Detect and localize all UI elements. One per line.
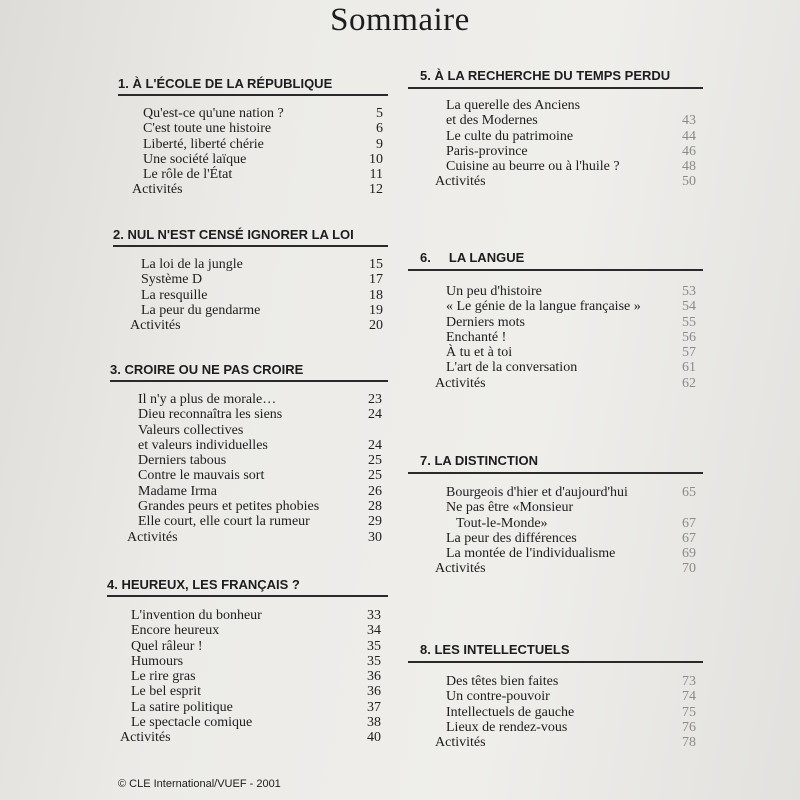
section-heading: 1. À L'ÉCOLE DE LA RÉPUBLIQUE	[118, 76, 333, 91]
toc-entry: Derniers mots 55	[446, 314, 696, 330]
toc-entry: L'invention du bonheur 33	[131, 608, 381, 623]
toc-entry: La peur des différences 67	[446, 530, 696, 546]
section-heading: 5. À LA RECHERCHE DU TEMPS PERDU	[420, 68, 671, 83]
toc-entry: et des Modernes 43	[446, 113, 696, 129]
toc-entry: La montée de l'individualisme 69	[446, 546, 696, 562]
section-heading: 6. LA LANGUE	[420, 250, 525, 265]
section-rule	[408, 661, 703, 663]
section-heading: 7. LA DISTINCTION	[420, 453, 538, 468]
toc-entry: Quel râleur ! 35	[131, 638, 381, 654]
toc-entry: Liberté, liberté chérie 9	[143, 136, 383, 152]
toc-entry: Valeurs collectives	[138, 422, 244, 438]
toc-entry: Le bel esprit 36	[131, 684, 381, 700]
activities-entry: Activités 50	[435, 174, 696, 190]
toc-entry: La loi de la jungle 15	[141, 257, 383, 272]
section-7	[408, 453, 703, 583]
section-heading: 3. CROIRE OU NE PAS CROIRE	[110, 362, 304, 377]
section-5	[408, 68, 703, 198]
toc-entry: Des têtes bien faites 73	[446, 674, 696, 689]
toc-entry: Madame Irma 26	[138, 483, 382, 499]
section-rule	[113, 245, 388, 247]
section-heading: 8. LES INTELLECTUELS	[420, 642, 570, 657]
toc-entry: Grandes peurs et petites phobies 28	[138, 499, 382, 515]
activities-entry: Activités 62	[435, 375, 696, 391]
page-title: Sommaire	[330, 2, 470, 38]
toc-entry: Une société laïque 10	[143, 151, 383, 167]
copyright-footer: © CLE International/VUEF - 2001	[118, 778, 281, 790]
section-6	[408, 250, 703, 400]
toc-entry: Le rire gras 36	[131, 669, 381, 685]
toc-entry: La peur du gendarme 19	[141, 302, 383, 318]
toc-entry: Le rôle de l'État 11	[143, 167, 383, 183]
activities-entry: Activités 78	[435, 735, 696, 751]
section-rule	[110, 380, 388, 382]
section-rule	[408, 87, 703, 89]
toc-entry: et valeurs individuelles 24	[138, 437, 382, 453]
activities-entry: Activités 70	[435, 561, 696, 577]
toc-entry: Elle court, elle court la rumeur 29	[138, 514, 382, 530]
toc-entry: À tu et à toi 57	[446, 345, 696, 361]
toc-entry: Lieux de rendez-vous 76	[446, 719, 696, 735]
section-1	[118, 76, 388, 196]
toc-entry: Un peu d'histoire 53	[446, 284, 696, 299]
section-3	[110, 362, 388, 552]
toc-entry: « Le génie de la langue française » 54	[446, 299, 696, 315]
toc-entry: Tout-le-Monde» 67	[456, 515, 696, 531]
toc-entry: Le culte du patrimoine 44	[446, 128, 696, 144]
toc-entry: Humours 35	[131, 653, 381, 669]
toc-entry: Intellectuels de gauche 75	[446, 704, 696, 720]
toc-entry: Un contre-pouvoir 74	[446, 689, 696, 705]
toc-entry: L'art de la conversation 61	[446, 360, 696, 376]
toc-entry: Qu'est-ce qu'une nation ? 5	[143, 106, 383, 121]
toc-entry: La resquille 18	[141, 287, 383, 303]
activities-entry: Activités 40	[120, 730, 381, 746]
toc-entry: La querelle des Anciens	[446, 98, 581, 113]
section-heading: 4. HEUREUX, LES FRANÇAIS ?	[107, 577, 300, 592]
activities-entry: Activités 12	[132, 182, 383, 198]
section-rule	[118, 94, 388, 96]
toc-entry: Contre le mauvais sort 25	[138, 468, 382, 484]
toc-entry: Cuisine au beurre ou à l'huile ? 48	[446, 159, 696, 175]
toc-entry: Le spectacle comique 38	[131, 715, 381, 731]
toc-entry: Système D 17	[141, 272, 383, 288]
toc-entry: La satire politique 37	[131, 699, 381, 715]
activities-entry: Activités 20	[130, 318, 383, 334]
toc-entry: C'est toute une histoire 6	[143, 121, 383, 137]
toc-entry: Ne pas être «Monsieur	[446, 500, 574, 516]
section-rule	[408, 472, 703, 474]
toc-entry: Paris-province 46	[446, 143, 696, 159]
toc-entry: Enchanté ! 56	[446, 329, 696, 345]
section-heading: 2. NUL N'EST CENSÉ IGNORER LA LOI	[113, 227, 354, 242]
toc-entry: Encore heureux 34	[131, 623, 381, 639]
section-rule	[408, 269, 703, 271]
toc-entry: Il n'y a plus de morale… 23	[138, 392, 382, 407]
section-4	[107, 577, 388, 757]
toc-entry: Derniers tabous 25	[138, 453, 382, 469]
activities-entry: Activités 30	[127, 529, 382, 545]
section-2	[113, 227, 388, 337]
section-8	[408, 642, 703, 762]
section-rule	[107, 595, 388, 597]
toc-entry: Dieu reconnaîtra les siens 24	[138, 407, 382, 423]
toc-entry: Bourgeois d'hier et d'aujourd'hui 65	[446, 485, 696, 500]
